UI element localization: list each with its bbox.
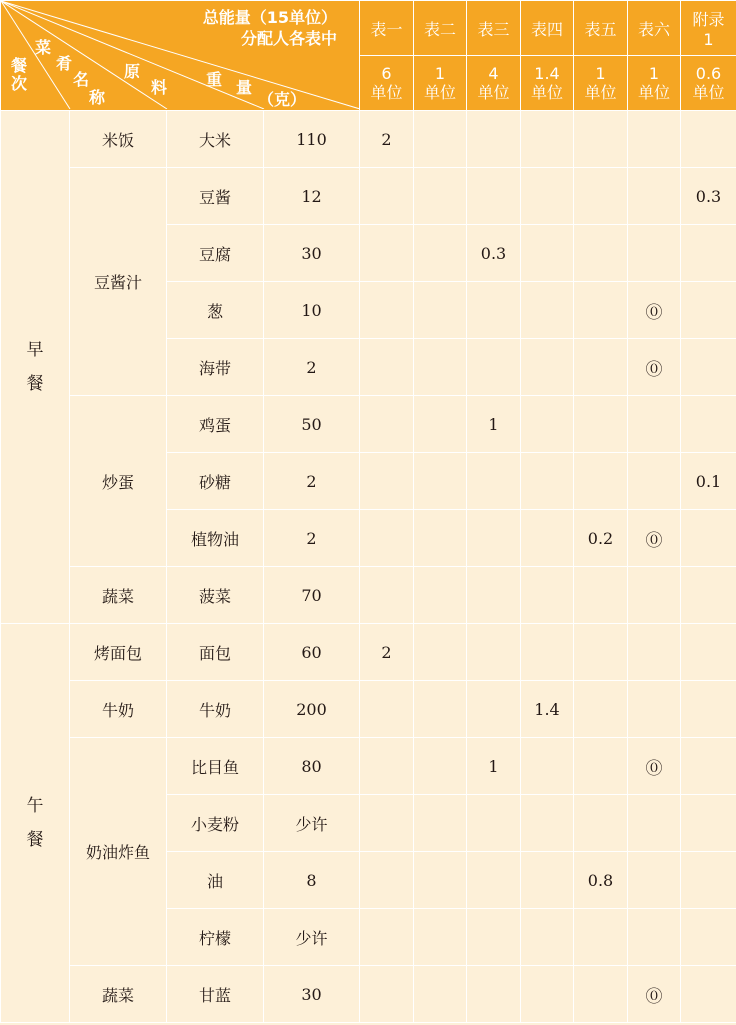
dish-name-cell: 蔬菜 [70, 966, 167, 1023]
table-2-value-cell [414, 624, 467, 681]
table-5-value-cell: 0.2 [574, 510, 628, 567]
table-2-value-cell [414, 339, 467, 396]
ingredient-name-cell: 菠菜 [167, 567, 264, 624]
units-label: 单位 [637, 83, 670, 102]
units-amount: 0.6 [695, 64, 722, 83]
table-5-value-cell [574, 567, 628, 624]
table-3-value-cell [467, 567, 521, 624]
weight-cell: 少许 [264, 795, 360, 852]
table-2-value-cell [414, 909, 467, 966]
appendix-1-header [681, 1, 736, 56]
ingredient-name-cell: 甘蓝 [167, 966, 264, 1023]
table-4-value-cell [521, 396, 574, 453]
table-4-value-cell [521, 624, 574, 681]
table-6-value-cell: ⓪ [628, 339, 681, 396]
table-3-value-cell [467, 966, 521, 1023]
table-row [1, 738, 736, 795]
ingredient-name-cell: 豆酱 [167, 168, 264, 225]
dish-label-2: 肴 [56, 54, 73, 73]
table-4-value-cell [521, 282, 574, 339]
table-2-value-cell [414, 453, 467, 510]
table-1-value-cell [360, 282, 414, 339]
table-6-value-cell [628, 111, 681, 168]
table-5-value-cell [574, 966, 628, 1023]
table-1-value-cell [360, 795, 414, 852]
table-2-value-cell [414, 510, 467, 567]
table-1-units [360, 56, 414, 111]
weight-cell: 2 [264, 453, 360, 510]
weight-cell: 60 [264, 624, 360, 681]
ingredient-name-cell: 鸡蛋 [167, 396, 264, 453]
table-4-value-cell [521, 567, 574, 624]
table-6-value-cell [628, 795, 681, 852]
table-4-value-cell: 1.4 [521, 681, 574, 738]
units-label: 单位 [477, 83, 510, 102]
weight-cell: 50 [264, 396, 360, 453]
table-3-value-cell: 1 [467, 396, 521, 453]
table-1-value-cell [360, 396, 414, 453]
table-2-value-cell [414, 225, 467, 282]
appendix-1-name-line1: 附录 [692, 10, 725, 29]
units-label: 单位 [530, 83, 563, 102]
meal-name-char: 午 [26, 796, 44, 816]
table-4-value-cell [521, 168, 574, 225]
table-3-value-cell [467, 510, 521, 567]
table-2-value-cell [414, 282, 467, 339]
table-2-header: 表二 [414, 1, 467, 56]
table-3-value-cell [467, 453, 521, 510]
weight-label-3: （克） [258, 90, 307, 109]
table-4-units [521, 56, 574, 111]
table-1-value-cell [360, 966, 414, 1023]
table-6-value-cell: ⓪ [628, 282, 681, 339]
meal-label-2: 次 [11, 74, 28, 93]
table-1-value-cell [360, 681, 414, 738]
ingredient-name-cell: 小麦粉 [167, 795, 264, 852]
table-5-value-cell [574, 339, 628, 396]
dish-name-cell: 牛奶 [70, 681, 167, 738]
table-2-value-cell [414, 966, 467, 1023]
units-label: 单位 [692, 83, 725, 102]
appendix-1-value-cell [681, 966, 736, 1023]
table-6-value-cell [628, 168, 681, 225]
table-1-value-cell: 2 [360, 111, 414, 168]
table-6-value-cell [628, 567, 681, 624]
weight-cell: 200 [264, 681, 360, 738]
appendix-1-value-cell: 0.3 [681, 168, 736, 225]
table-6-value-cell [628, 909, 681, 966]
table-1-value-cell [360, 510, 414, 567]
table-6-header: 表六 [628, 1, 681, 56]
appendix-1-value-cell [681, 111, 736, 168]
units-amount: 6 [381, 64, 392, 83]
table-6-value-cell: ⓪ [628, 738, 681, 795]
dish-label-1: 菜 [35, 38, 52, 57]
table-4-value-cell [521, 453, 574, 510]
table-6-value-cell [628, 453, 681, 510]
units-amount: 1 [648, 64, 660, 83]
ingredient-name-cell: 葱 [167, 282, 264, 339]
table-2-value-cell [414, 567, 467, 624]
table-5-value-cell [574, 738, 628, 795]
appendix-1-name-line2: 1 [703, 30, 714, 49]
appendix-1-value-cell [681, 396, 736, 453]
units-amount: 1.4 [534, 64, 560, 83]
table-3-value-cell [467, 282, 521, 339]
table-2-value-cell [414, 795, 467, 852]
table-5-value-cell [574, 681, 628, 738]
table-row [1, 111, 736, 168]
header-diagonal-cell [1, 1, 360, 111]
ingredient-name-cell: 牛奶 [167, 681, 264, 738]
table-body [1, 111, 736, 1023]
table-6-value-cell [628, 852, 681, 909]
table-5-value-cell: 0.8 [574, 852, 628, 909]
appendix-1-units [681, 56, 736, 111]
table-2-value-cell [414, 396, 467, 453]
table-4-value-cell [521, 225, 574, 282]
dish-name-cell: 蔬菜 [70, 567, 167, 624]
table-1-header: 表一 [360, 1, 414, 56]
table-5-value-cell [574, 168, 628, 225]
table-4-value-cell [521, 795, 574, 852]
ingredient-name-cell: 海带 [167, 339, 264, 396]
table-3-value-cell: 0.3 [467, 225, 521, 282]
table-6-value-cell [628, 396, 681, 453]
table-row [1, 966, 736, 1023]
dish-name-cell: 炒蛋 [70, 396, 167, 567]
total-energy-label: 总能量（15单位） [202, 8, 337, 27]
meal-name-char: 餐 [26, 374, 44, 394]
table-4-value-cell [521, 510, 574, 567]
ingredient-name-cell: 面包 [167, 624, 264, 681]
table-1-value-cell [360, 453, 414, 510]
table-5-value-cell [574, 282, 628, 339]
appendix-1-value-cell: 0.1 [681, 453, 736, 510]
weight-cell: 10 [264, 282, 360, 339]
meal-label-1: 餐 [11, 56, 28, 75]
table-5-units [574, 56, 628, 111]
dish-name-cell: 奶油炸鱼 [70, 738, 167, 966]
appendix-1-value-cell [681, 510, 736, 567]
meal-name-char: 餐 [26, 830, 44, 850]
table-1-value-cell [360, 909, 414, 966]
dish-name-cell: 米饭 [70, 111, 167, 168]
table-6-units [628, 56, 681, 111]
table-row [1, 681, 736, 738]
dish-label-3: 名 [73, 70, 90, 89]
appendix-1-value-cell [681, 624, 736, 681]
table-5-value-cell [574, 795, 628, 852]
ingredient-name-cell: 油 [167, 852, 264, 909]
units-amount: 4 [488, 64, 499, 83]
table-3-units [467, 56, 521, 111]
table-5-value-cell [574, 225, 628, 282]
appendix-1-value-cell [681, 282, 736, 339]
table-6-value-cell [628, 624, 681, 681]
table-row [1, 624, 736, 681]
ingredient-label-1: 原 [124, 62, 141, 81]
table-6-value-cell: ⓪ [628, 966, 681, 1023]
table-1-value-cell [360, 339, 414, 396]
table-5-value-cell [574, 111, 628, 168]
units-label: 单位 [423, 83, 456, 102]
weight-cell: 80 [264, 738, 360, 795]
table-3-header: 表三 [467, 1, 521, 56]
ingredient-label-2: 料 [151, 78, 168, 97]
dish-name-cell: 豆酱汁 [70, 168, 167, 396]
table-5-value-cell [574, 396, 628, 453]
weight-cell: 12 [264, 168, 360, 225]
units-label: 单位 [584, 83, 617, 102]
table-5-value-cell [574, 624, 628, 681]
weight-cell: 2 [264, 510, 360, 567]
dish-name-cell: 烤面包 [70, 624, 167, 681]
meal-name-cell [1, 624, 70, 1023]
table-3-value-cell [467, 909, 521, 966]
appendix-1-value-cell [681, 225, 736, 282]
weight-label-1: 重 [206, 70, 223, 89]
meal-name-cell [1, 111, 70, 624]
weight-cell: 少许 [264, 909, 360, 966]
ingredient-name-cell: 植物油 [167, 510, 264, 567]
table-row [1, 567, 736, 624]
table-2-value-cell [414, 168, 467, 225]
appendix-1-value-cell [681, 681, 736, 738]
weight-cell: 8 [264, 852, 360, 909]
table-row [1, 396, 736, 453]
table-1-value-cell: 2 [360, 624, 414, 681]
table-3-value-cell [467, 111, 521, 168]
table-2-units [414, 56, 467, 111]
table-1-value-cell [360, 168, 414, 225]
table-4-value-cell [521, 738, 574, 795]
units-amount: 1 [434, 64, 446, 83]
appendix-1-value-cell [681, 852, 736, 909]
appendix-1-value-cell [681, 567, 736, 624]
table-4-header: 表四 [521, 1, 574, 56]
table-1-value-cell [360, 738, 414, 795]
weight-label-2: 量 [236, 78, 253, 97]
table-5-value-cell [574, 453, 628, 510]
weight-cell: 110 [264, 111, 360, 168]
table-3-value-cell [467, 795, 521, 852]
table-4-value-cell [521, 852, 574, 909]
table-2-value-cell [414, 852, 467, 909]
table-5-value-cell [574, 909, 628, 966]
table-3-value-cell [467, 681, 521, 738]
table-4-value-cell [521, 339, 574, 396]
table-2-value-cell [414, 111, 467, 168]
table-1-value-cell [360, 852, 414, 909]
dish-label-4: 称 [89, 88, 106, 107]
weight-cell: 2 [264, 339, 360, 396]
table-5-header: 表五 [574, 1, 628, 56]
table-6-value-cell [628, 681, 681, 738]
table-1-value-cell [360, 567, 414, 624]
table-3-value-cell [467, 168, 521, 225]
table-4-value-cell [521, 909, 574, 966]
ingredient-name-cell: 砂糖 [167, 453, 264, 510]
units-label: 单位 [370, 83, 403, 102]
table-2-value-cell [414, 681, 467, 738]
ingredient-name-cell: 比目鱼 [167, 738, 264, 795]
ingredient-name-cell: 豆腐 [167, 225, 264, 282]
appendix-1-value-cell [681, 339, 736, 396]
table-1-value-cell [360, 225, 414, 282]
table-6-value-cell: ⓪ [628, 510, 681, 567]
distribute-label: 分配人各表中 [240, 29, 337, 48]
appendix-1-value-cell [681, 795, 736, 852]
table-row [1, 168, 736, 225]
weight-cell: 70 [264, 567, 360, 624]
table-3-value-cell [467, 339, 521, 396]
table-6-value-cell [628, 225, 681, 282]
units-amount: 1 [595, 64, 606, 83]
appendix-1-value-cell [681, 738, 736, 795]
ingredient-name-cell: 柠檬 [167, 909, 264, 966]
ingredient-name-cell: 大米 [167, 111, 264, 168]
meal-name-char: 早 [26, 340, 44, 360]
table-4-value-cell [521, 111, 574, 168]
table-3-value-cell [467, 624, 521, 681]
appendix-1-value-cell [681, 909, 736, 966]
weight-cell: 30 [264, 225, 360, 282]
table-3-value-cell [467, 852, 521, 909]
table-3-value-cell: 1 [467, 738, 521, 795]
table-4-value-cell [521, 966, 574, 1023]
weight-cell: 30 [264, 966, 360, 1023]
table-2-value-cell [414, 738, 467, 795]
